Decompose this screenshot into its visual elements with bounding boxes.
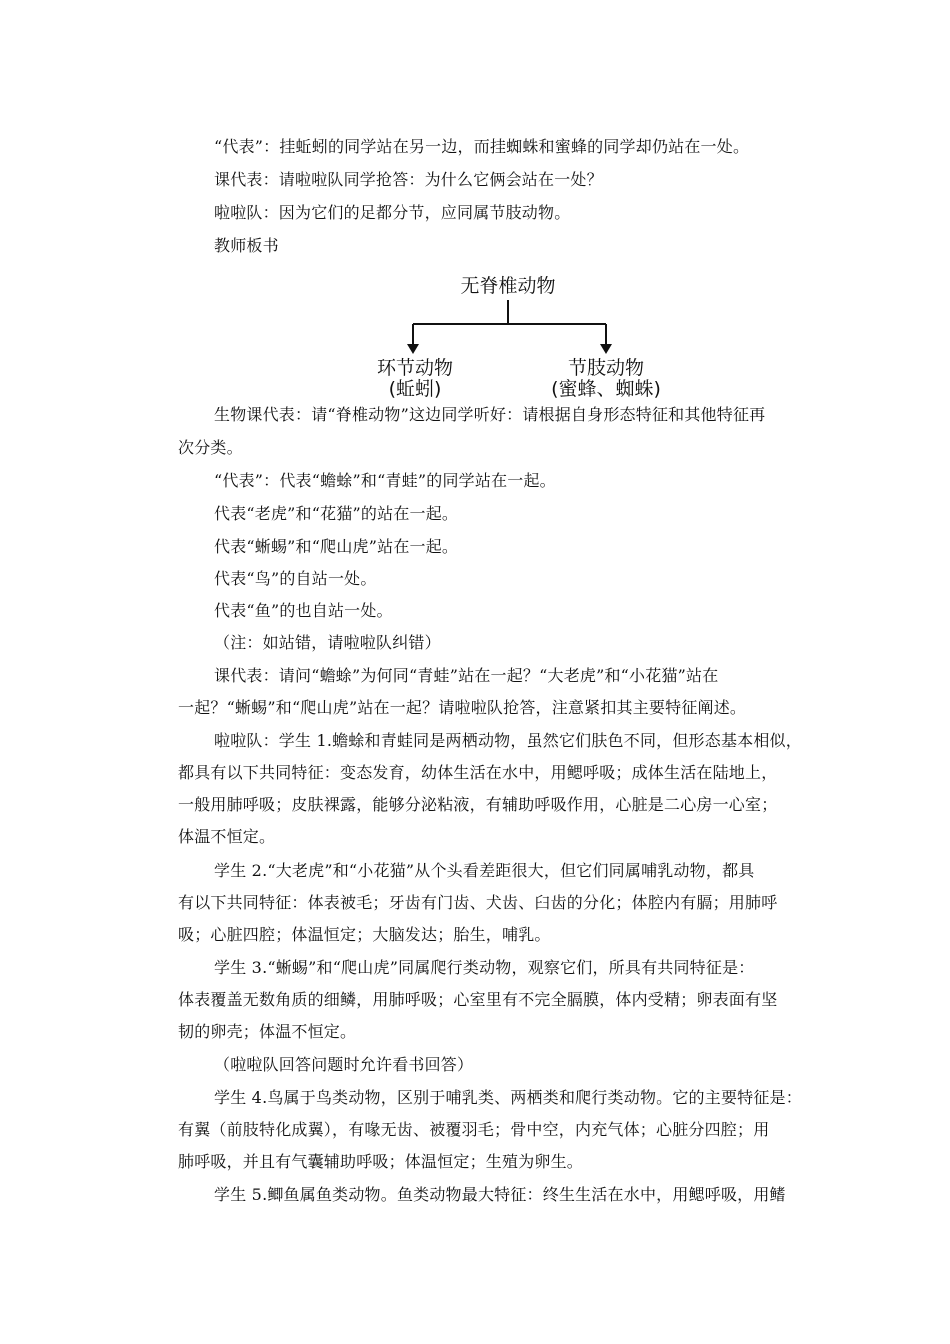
diagram-root-label: 无脊椎动物 <box>460 275 556 297</box>
paragraph-line: 次分类。 <box>178 438 243 457</box>
paragraph-line: （啦啦队回答问题时允许看书回答） <box>214 1055 474 1074</box>
paragraph-line: 吸；心脏四腔；体温恒定；大脑发达；胎生，哺乳。 <box>178 925 551 944</box>
diagram-left-example: (蚯蚓) <box>388 378 442 400</box>
paragraph-line: 啦啦队：因为它们的足都分节，应同属节肢动物。 <box>214 203 571 222</box>
paragraph-line: “代表”：挂蚯蚓的同学站在另一边，而挂蜘蛛和蜜蜂的同学却仍站在一处。 <box>214 137 750 156</box>
diagram-right-example: (蜜蜂、蜘蛛) <box>551 378 661 400</box>
classification-tree <box>340 268 690 400</box>
paragraph-line: 生物课代表：请“脊椎动物”这边同学听好：请根据自身形态特征和其他特征再 <box>214 405 766 424</box>
paragraph-line: 都具有以下共同特征：变态发育，幼体生活在水中，用鳃呼吸；成体生活在陆地上， <box>178 763 778 782</box>
paragraph-line: 代表“鸟”的自站一处。 <box>214 569 377 588</box>
paragraph-line: 韧的卵壳；体温不恒定。 <box>178 1022 357 1041</box>
paragraph-line: 学生 2.“大老虎”和“小花猫”从个头看差距很大，但它们同属哺乳动物，都具 <box>214 861 755 880</box>
diagram-right-name: 节肢动物 <box>567 357 645 379</box>
paragraph-line: 学生 3.“蜥蜴”和“爬山虎”同属爬行类动物，观察它们，所具有共同特征是： <box>214 958 755 977</box>
paragraph-line: （注：如站错，请啦啦队纠错） <box>214 633 441 652</box>
paragraph-line: 啦啦队：学生 1.蟾蜍和青蛙同是两栖动物，虽然它们肤色不同，但形态基本相似， <box>214 731 802 750</box>
classification-diagram <box>340 268 690 400</box>
paragraph-line: 体温不恒定。 <box>178 827 276 846</box>
paragraph-line: 代表“蜥蜴”和“爬山虎”站在一起。 <box>214 537 459 556</box>
paragraph-line: 一起？“蜥蜴”和“爬山虎”站在一起？请啦啦队抢答，注意紧扣其主要特征阐述。 <box>178 698 747 717</box>
paragraph-line: 学生 5.鲫鱼属鱼类动物。鱼类动物最大特征：终生生活在水中，用鳃呼吸，用鳍 <box>214 1185 786 1204</box>
arrow-down-icon <box>600 344 612 354</box>
paragraph-line: 课代表：请啦啦队同学抢答：为什么它俩会站在一处？ <box>214 170 603 189</box>
paragraph-line: 一般用肺呼吸；皮肤裸露，能够分泌粘液，有辅助呼吸作用，心脏是二心房一心室； <box>178 795 778 814</box>
arrow-down-icon <box>407 344 419 354</box>
paragraph-line: “代表”：代表“蟾蜍”和“青蛙”的同学站在一起。 <box>214 471 556 490</box>
paragraph-line: 有以下共同特征：体表被毛；牙齿有门齿、犬齿、臼齿的分化；体腔内有膈；用肺呼 <box>178 893 778 912</box>
paragraph-line: 学生 4.鸟属于鸟类动物，区别于哺乳类、两栖类和爬行类动物。它的主要特征是： <box>214 1088 802 1107</box>
paragraph-line: 代表“鱼”的也自站一处。 <box>214 601 393 620</box>
paragraph-line: 肺呼吸，并且有气囊辅助呼吸；体温恒定；生殖为卵生。 <box>178 1152 584 1171</box>
paragraph-line: 课代表：请问“蟾蜍”为何同“青蛙”站在一起？“大老虎”和“小花猫”站在 <box>214 666 719 685</box>
paragraph-line: 代表“老虎”和“花猫”的站在一起。 <box>214 504 459 523</box>
diagram-left-name: 环节动物 <box>376 357 454 379</box>
paragraph-line: 教师板书 <box>214 236 279 255</box>
paragraph-line: 体表覆盖无数角质的细鳞，用肺呼吸；心室里有不完全膈膜，体内受精；卵表面有坚 <box>178 990 778 1009</box>
paragraph-line: 有翼（前肢特化成翼），有喙无齿、被覆羽毛；骨中空，内充气体；心脏分四腔；用 <box>178 1120 770 1139</box>
